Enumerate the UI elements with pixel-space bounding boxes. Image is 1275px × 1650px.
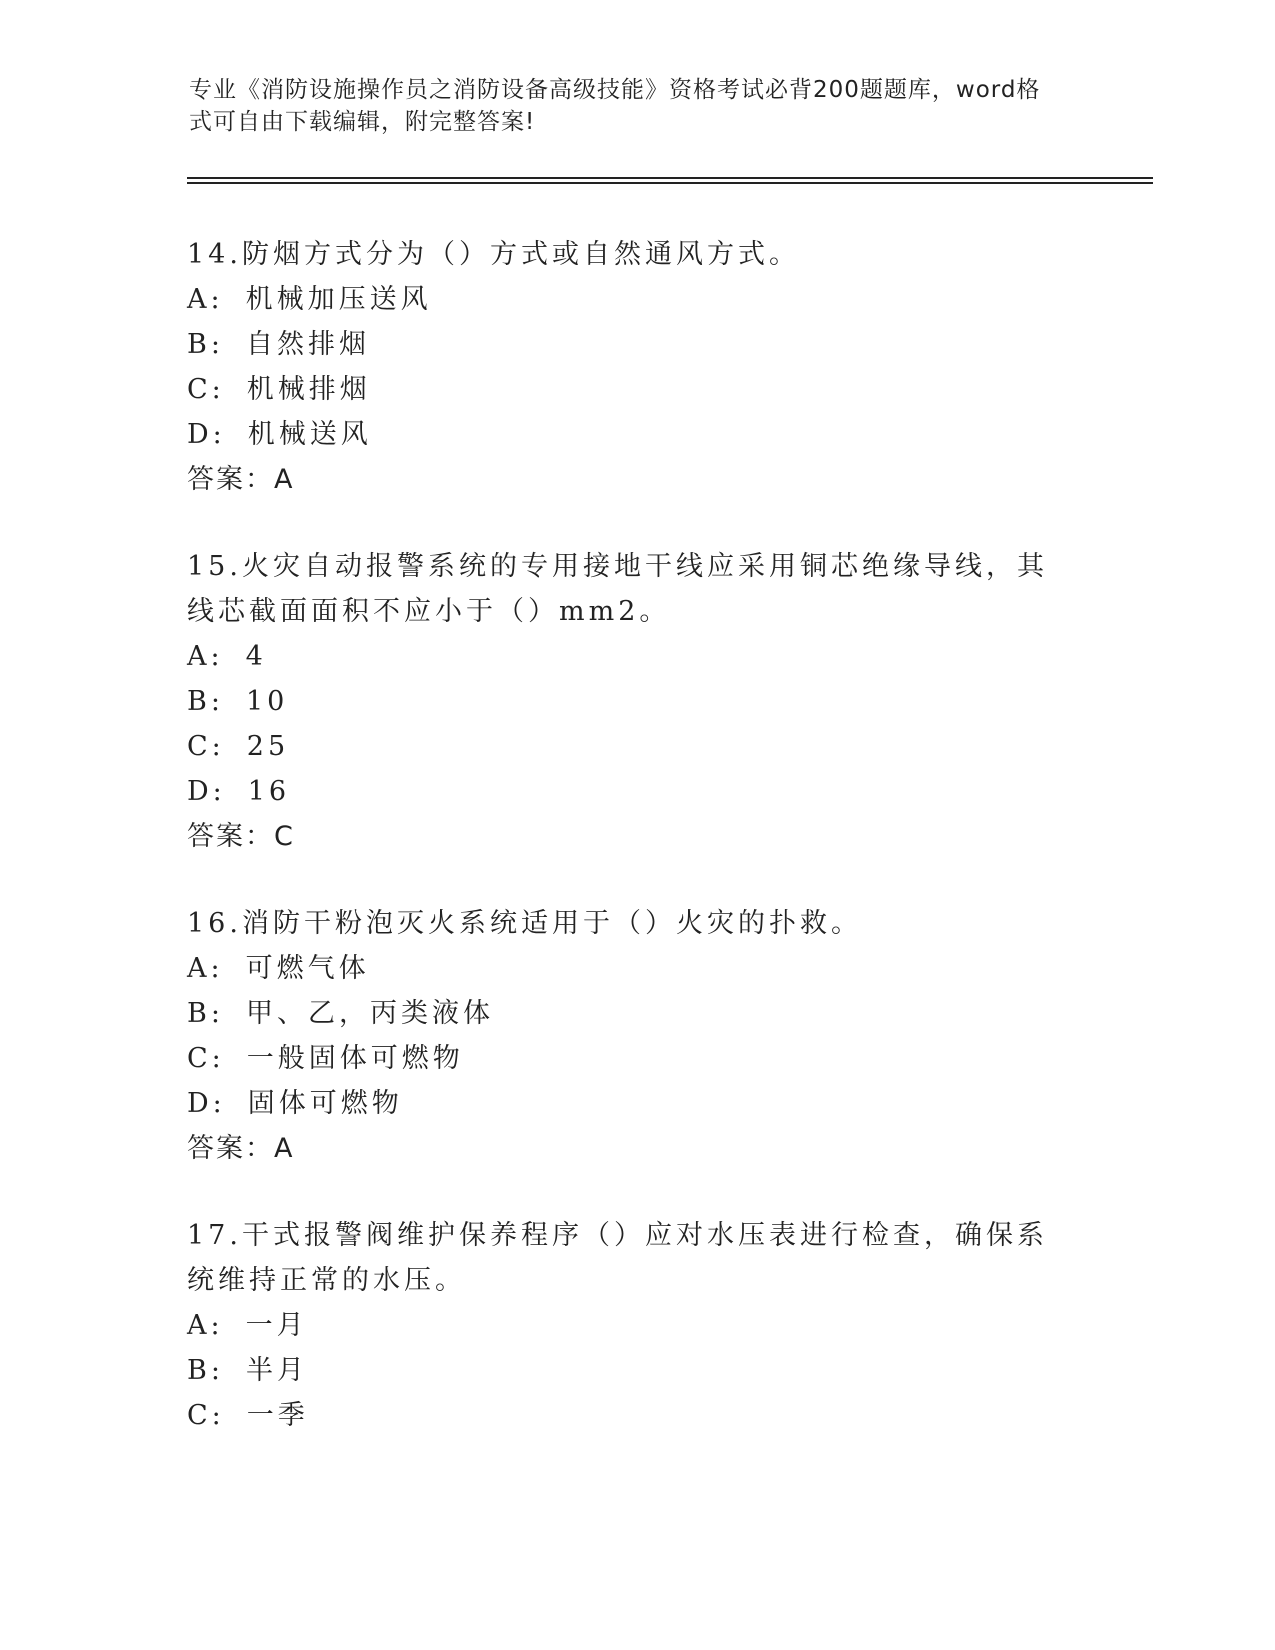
option-letter: B: bbox=[187, 998, 224, 1029]
answer: 答案：A bbox=[187, 464, 295, 495]
option-letter: A: bbox=[187, 284, 224, 315]
option-text: 一般固体可燃物 bbox=[246, 1043, 464, 1074]
option-text: 可燃气体 bbox=[245, 953, 370, 984]
option-letter: C: bbox=[187, 1043, 225, 1074]
option-letter: B: bbox=[187, 1355, 224, 1386]
question-text: 16.消防干粉泡灭火系统适用于（）火灾的扑救。 bbox=[187, 908, 862, 939]
question-15 bbox=[187, 544, 1067, 859]
option-text: 16 bbox=[247, 776, 291, 807]
option-letter: C: bbox=[187, 374, 225, 405]
option-letter: B: bbox=[187, 329, 224, 360]
option-text: 机械送风 bbox=[247, 419, 372, 450]
option-b bbox=[187, 679, 1067, 724]
option-c bbox=[187, 1393, 1067, 1438]
question-list bbox=[187, 232, 1067, 1480]
option-text: 25 bbox=[246, 731, 290, 762]
header-divider-bottom bbox=[187, 182, 1153, 184]
option-letter: A: bbox=[187, 953, 224, 984]
question-text: 15.火灾自动报警系统的专用接地干线应采用铜芯绝缘导线，其线芯截面面积不应小于（）mm2。 bbox=[187, 551, 1048, 627]
option-letter: C: bbox=[187, 1400, 225, 1431]
option-text: 10 bbox=[245, 686, 289, 717]
option-text: 一月 bbox=[245, 1310, 308, 1341]
answer: 答案：C bbox=[187, 821, 295, 852]
option-a bbox=[187, 634, 1067, 679]
option-a bbox=[187, 946, 1067, 991]
option-b bbox=[187, 322, 1067, 367]
question-14 bbox=[187, 232, 1067, 502]
option-d bbox=[187, 1081, 1067, 1126]
question-17 bbox=[187, 1213, 1067, 1438]
option-letter: A: bbox=[187, 1310, 224, 1341]
option-text: 一季 bbox=[246, 1400, 309, 1431]
option-a bbox=[187, 1303, 1067, 1348]
header-line-1: 专业《消防设施操作员之消防设备高级技能》资格考试必背200题题库，word格 bbox=[189, 77, 1041, 103]
option-c bbox=[187, 724, 1067, 769]
question-16 bbox=[187, 901, 1067, 1171]
question-text: 14.防烟方式分为（）方式或自然通风方式。 bbox=[187, 239, 800, 270]
header-divider-top bbox=[187, 177, 1153, 179]
option-text: 机械加压送风 bbox=[245, 284, 432, 315]
option-letter: D: bbox=[187, 1088, 226, 1119]
option-text: 机械排烟 bbox=[246, 374, 371, 405]
option-c bbox=[187, 367, 1067, 412]
option-letter: D: bbox=[187, 419, 226, 450]
option-a bbox=[187, 277, 1067, 322]
header-line-2: 式可自由下载编辑，附完整答案! bbox=[189, 109, 536, 135]
option-letter: B: bbox=[187, 686, 224, 717]
option-b bbox=[187, 1348, 1067, 1393]
option-letter: A: bbox=[187, 641, 224, 672]
document-header bbox=[189, 74, 1069, 138]
option-text: 自然排烟 bbox=[245, 329, 370, 360]
option-letter: D: bbox=[187, 776, 226, 807]
option-b bbox=[187, 991, 1067, 1036]
option-letter: C: bbox=[187, 731, 225, 762]
answer: 答案：A bbox=[187, 1133, 295, 1164]
question-text: 17.干式报警阀维护保养程序（）应对水压表进行检查，确保系统维持正常的水压。 bbox=[187, 1220, 1048, 1296]
option-text: 半月 bbox=[245, 1355, 308, 1386]
option-text: 甲、乙，丙类液体 bbox=[245, 998, 494, 1029]
option-d bbox=[187, 412, 1067, 457]
option-d bbox=[187, 769, 1067, 814]
option-text: 固体可燃物 bbox=[247, 1088, 403, 1119]
option-c bbox=[187, 1036, 1067, 1081]
option-text: 4 bbox=[245, 641, 267, 672]
